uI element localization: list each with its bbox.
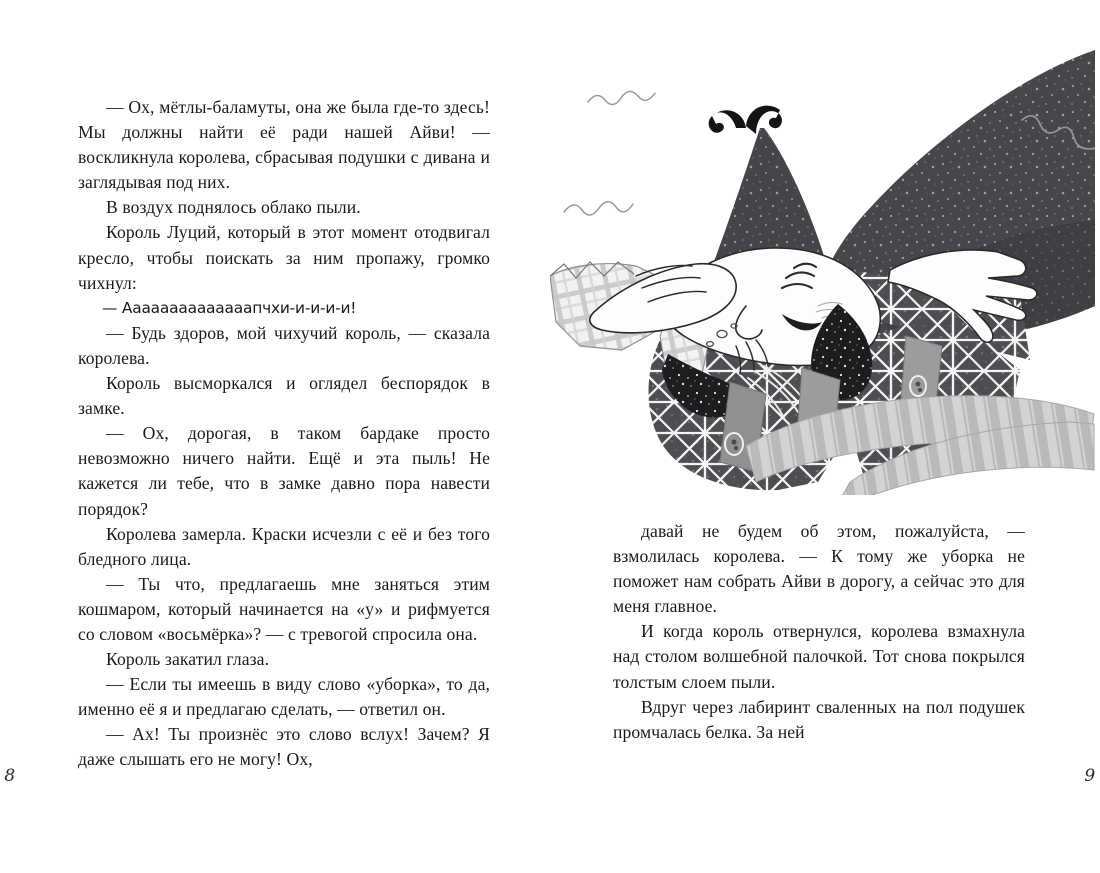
paragraph: Королева замерла. Краски исчезли с её и без того бледного лица.: [78, 523, 490, 569]
paragraph: — Ах! Ты произнёс это слово вслух! Зачем? Я даже слышать его не могу! Ох,: [78, 724, 490, 770]
page-number-left: 8: [4, 766, 16, 786]
paragraph: — Ох, мётлы-баламуты, она же была где-то здесь! Мы должны найти её ради нашей Айви! — воскликнула королева, сбрасывая подушки с дивана и заглядывая под них.: [78, 97, 490, 193]
left-page-text-column: [78, 95, 490, 773]
paragraph: давай не будем об этом, пожалуйста, — взмолилась королева. — К тому же уборка не поможет нам собрать Айви в дорогу, а сейчас это для меня главное.: [613, 521, 1025, 617]
paragraph: И когда король отвернулся, королева взмахнула над столом волшебной палочкой. Тот снова покрылся толстым слоем пыли.: [613, 621, 1025, 692]
paragraph: Вдруг через лабиринт сваленных на пол подушек промчалась белка. За ней: [613, 696, 1025, 742]
curled-hat-tip: [709, 106, 782, 134]
right-page: [550, 0, 1100, 873]
paragraph: Король высморкался и оглядел беспорядок в замке.: [78, 373, 490, 419]
paragraph: В воздух поднялось облако пыли.: [106, 197, 361, 218]
paragraph: — Ох, дорогая, в таком бардаке просто невозможно ничего найти. Ещё и эта пыль! Не кажется ли тебе, что в замке давно пора навести порядок?: [78, 423, 490, 519]
paragraph-sneeze: — Аааааааааааааапчхи-и-и-и-и!: [102, 298, 357, 317]
paragraph: — Если ты имеешь в виду слово «уборка», то да, именно её я и предлагаю сделать, — ответил он.: [78, 674, 490, 720]
paragraph: Король закатил глаза.: [106, 649, 270, 670]
sneezing-king-illustration: [550, 30, 1095, 495]
page-number-right: 9: [1084, 766, 1096, 786]
paragraph: — Ты что, предлагаешь мне заняться этим кошмаром, который начинается на «у» и рифмуется со словом «восьмёрка»? — с тревогой спросила она.: [78, 573, 490, 644]
right-page-text-column: [613, 519, 1025, 745]
paragraph: — Будь здоров, мой чихучий король, — сказала королева.: [78, 322, 490, 368]
paragraph: Король Луций, который в этот момент отодвигал кресло, чтобы поискать за ним пропажу, громко чихнул:: [78, 222, 490, 293]
